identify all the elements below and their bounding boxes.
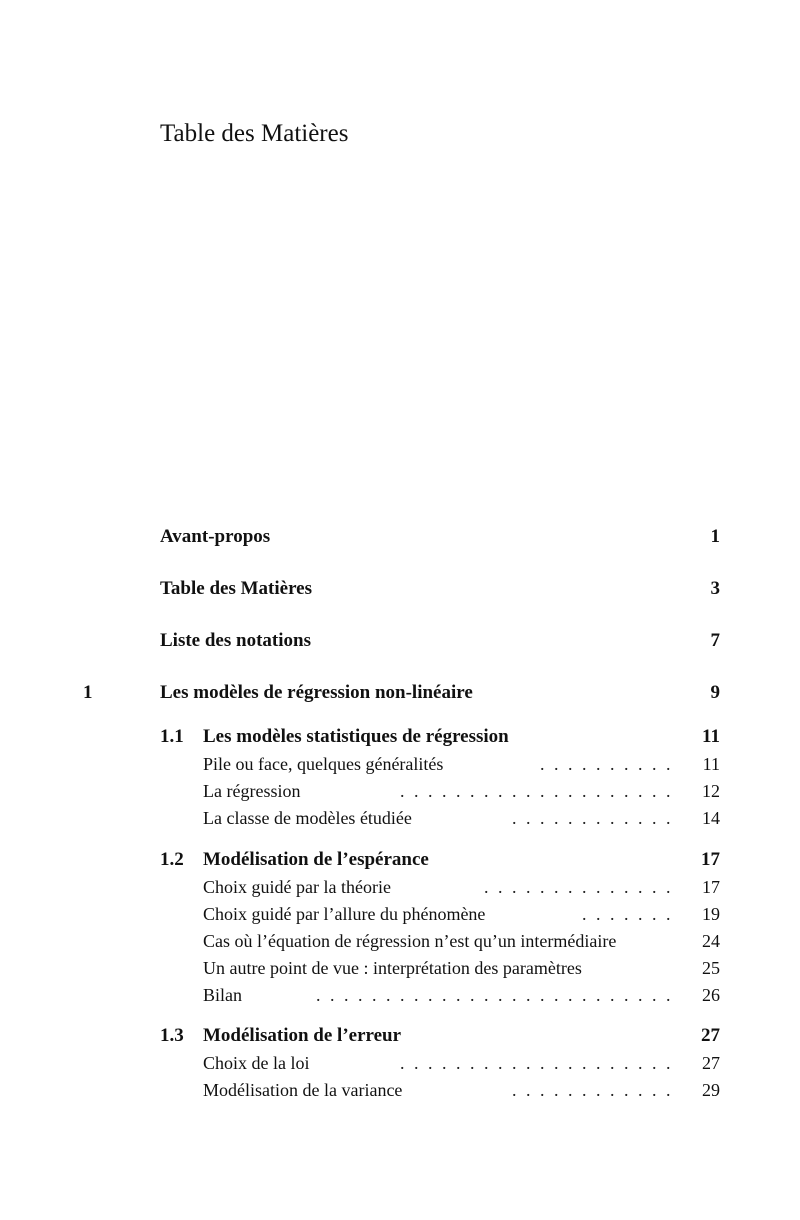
dot-leader: .............. <box>484 877 680 897</box>
toc-page-number: 27 <box>702 1053 720 1073</box>
page-title: Table des Matières <box>160 120 349 147</box>
toc-entry-front[interactable] <box>0 577 800 601</box>
subsection-title: La classe de modèles étudiée <box>203 808 412 828</box>
toc-entry-section[interactable] <box>0 725 800 749</box>
chapter-number: 1 <box>83 682 93 703</box>
section-title: Modélisation de l’espérance <box>203 849 429 870</box>
subsection-title: Choix guidé par l’allure du phénomène <box>203 904 486 924</box>
dot-leader: .......................... <box>316 985 680 1005</box>
subsection-title: Bilan <box>203 985 242 1005</box>
toc-page-number: 9 <box>710 682 720 703</box>
toc-page-number: 17 <box>702 877 720 897</box>
subsection-title: Modélisation de la variance <box>203 1080 403 1100</box>
section-number: 1.1 <box>160 726 184 747</box>
subsection-title: Pile ou face, quelques généralités <box>203 754 444 774</box>
toc-page-number: 19 <box>702 904 720 924</box>
toc-entry-subsection[interactable] <box>0 956 800 980</box>
toc-page-number: 12 <box>702 781 720 801</box>
section-title: Les modèles statistiques de régression <box>203 726 509 747</box>
dot-leader: ............ <box>512 808 680 828</box>
dot-leader: .......... <box>540 754 680 774</box>
subsection-title: Choix guidé par la théorie <box>203 877 391 897</box>
toc-page-number: 27 <box>701 1025 720 1046</box>
section-title: Modélisation de l’erreur <box>203 1025 402 1046</box>
dot-leader: ............ <box>512 1080 680 1100</box>
toc-entry-subsection[interactable] <box>0 929 800 953</box>
toc-entry-label: Avant-propos <box>160 526 271 547</box>
subsection-title: Choix de la loi <box>203 1053 310 1073</box>
section-number: 1.2 <box>160 849 184 870</box>
toc-entry-subsection[interactable] <box>0 1078 800 1102</box>
toc-entry-subsection[interactable] <box>0 806 800 830</box>
toc-entry-front[interactable] <box>0 525 800 549</box>
toc-entry-subsection[interactable] <box>0 983 800 1007</box>
toc-entry-subsection[interactable] <box>0 875 800 899</box>
toc-page-number: 29 <box>702 1080 720 1100</box>
toc-page-number: 1 <box>710 526 720 547</box>
toc-page-number: 3 <box>710 578 720 599</box>
toc-page-number: 24 <box>702 931 720 951</box>
section-number: 1.3 <box>160 1025 184 1046</box>
toc-page-number: 14 <box>702 808 720 828</box>
toc-entry-chapter[interactable] <box>0 681 800 705</box>
toc-page-number: 25 <box>702 958 720 978</box>
toc-entry-subsection[interactable] <box>0 1051 800 1075</box>
toc-entry-subsection[interactable] <box>0 752 800 776</box>
toc-entry-section[interactable] <box>0 848 800 872</box>
toc-entry-subsection[interactable] <box>0 779 800 803</box>
toc-page-number: 11 <box>702 726 720 747</box>
toc-page-number: 26 <box>702 985 720 1005</box>
subsection-title: La régression <box>203 781 301 801</box>
subsection-title: Un autre point de vue : interprétation des paramètres <box>203 958 582 978</box>
subsection-title: Cas où l’équation de régression n’est qu’un intermédiaire <box>203 931 617 951</box>
toc-page-number: 7 <box>710 630 720 651</box>
toc-entry-front[interactable] <box>0 629 800 653</box>
chapter-title: Les modèles de régression non-linéaire <box>160 682 473 703</box>
toc-entry-section[interactable] <box>0 1024 800 1048</box>
toc-entry-label: Table des Matières <box>160 578 312 599</box>
dot-leader: .................... <box>400 781 680 801</box>
toc-entry-subsection[interactable] <box>0 902 800 926</box>
toc-page-number: 17 <box>701 849 720 870</box>
dot-leader: .................... <box>400 1053 680 1073</box>
dot-leader: ....... <box>582 904 680 924</box>
toc-page-number: 11 <box>702 754 720 774</box>
toc-entry-label: Liste des notations <box>160 630 311 651</box>
